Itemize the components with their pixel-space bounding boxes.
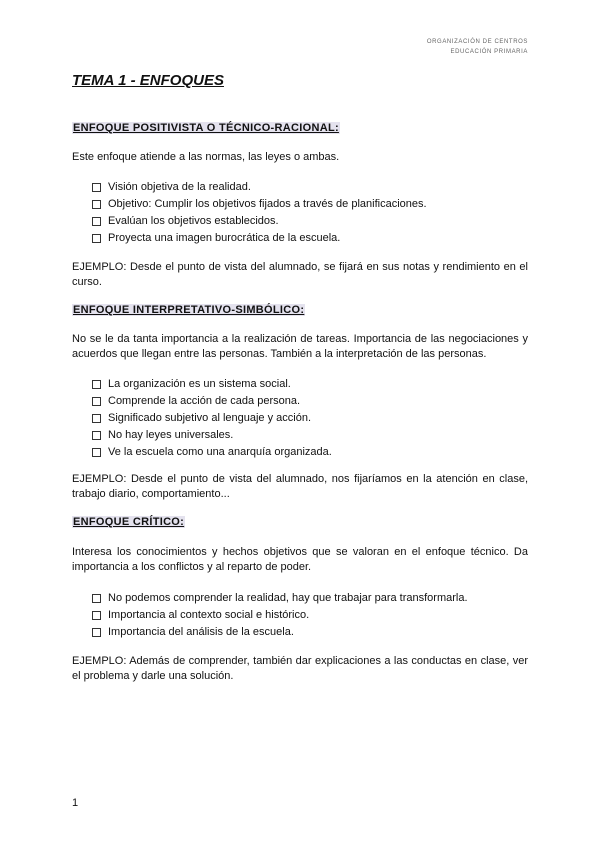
section-example: EJEMPLO: Desde el punto de vista del alumnado, se fijará en sus notas y rendimiento en el curso.: [72, 261, 528, 288]
checkbox-icon: [92, 628, 101, 637]
page-header: [427, 37, 528, 57]
checkbox-icon: [92, 448, 101, 457]
list-item: No podemos comprender la realidad, hay que trabajar para transformarla.: [92, 590, 468, 607]
checkbox-icon: [92, 234, 101, 243]
list-item: Visión objetiva de la realidad.: [92, 179, 427, 196]
checkbox-icon: [92, 431, 101, 440]
document-title: TEMA 1 - ENFOQUES: [72, 72, 224, 89]
checkbox-icon: [92, 397, 101, 406]
checkbox-icon: [92, 217, 101, 226]
section-example: EJEMPLO: Desde el punto de vista del alumnado, nos fijaríamos en la atención en clase, trabajo diario, comportamiento...: [72, 473, 528, 500]
header-course: ORGANIZACIÓN DE CENTROS: [426, 39, 528, 45]
checkbox-icon: [92, 594, 101, 603]
checkbox-icon: [92, 200, 101, 209]
checkbox-icon: [92, 380, 101, 389]
section-intro: Este enfoque atiende a las normas, las leyes o ambas.: [72, 151, 340, 163]
checklist: [92, 376, 332, 461]
list-item: No hay leyes universales.: [92, 427, 332, 444]
section-intro: No se le da tanta importancia a la realización de tareas. Importancia de las negociaciones y acuerdos que llegan entre las personas. También a la interpretación de las personas.: [72, 333, 528, 360]
section-heading-critico: ENFOQUE CRÍTICO:: [73, 516, 185, 528]
section-heading-positivista: ENFOQUE POSITIVISTA O TÉCNICO-RACIONAL:: [73, 122, 339, 134]
checkbox-icon: [92, 611, 101, 620]
checklist: [92, 590, 468, 641]
section-intro: Interesa los conocimientos y hechos objetivos que se valoran en el enfoque técnico. Da importancia a los conflictos y al reparto de poder.: [72, 546, 528, 573]
list-item: Proyecta una imagen burocrática de la escuela.: [92, 230, 427, 247]
list-item: Comprende la acción de cada persona.: [92, 393, 332, 410]
checklist: [92, 179, 427, 247]
section-heading-interpretativo: ENFOQUE INTERPRETATIVO-SIMBÓLICO:: [73, 304, 305, 316]
list-item: Evalúan los objetivos establecidos.: [92, 213, 427, 230]
list-item: Importancia al contexto social e histórico.: [92, 607, 468, 624]
list-item: Objetivo: Cumplir los objetivos fijados a través de planificaciones.: [92, 196, 427, 213]
list-item: Significado subjetivo al lenguaje y acción.: [92, 410, 332, 427]
header-level: EDUCACIÓN PRIMARIA: [450, 49, 528, 55]
list-item: La organización es un sistema social.: [92, 376, 332, 393]
page-number: 1: [72, 797, 79, 809]
list-item: Ve la escuela como una anarquía organizada.: [92, 444, 332, 461]
section-example: EJEMPLO: Además de comprender, también dar explicaciones a las conductas en clase, ver el problema y darle una solución.: [72, 655, 528, 682]
checkbox-icon: [92, 183, 101, 192]
list-item: Importancia del análisis de la escuela.: [92, 624, 468, 641]
checkbox-icon: [92, 414, 101, 423]
